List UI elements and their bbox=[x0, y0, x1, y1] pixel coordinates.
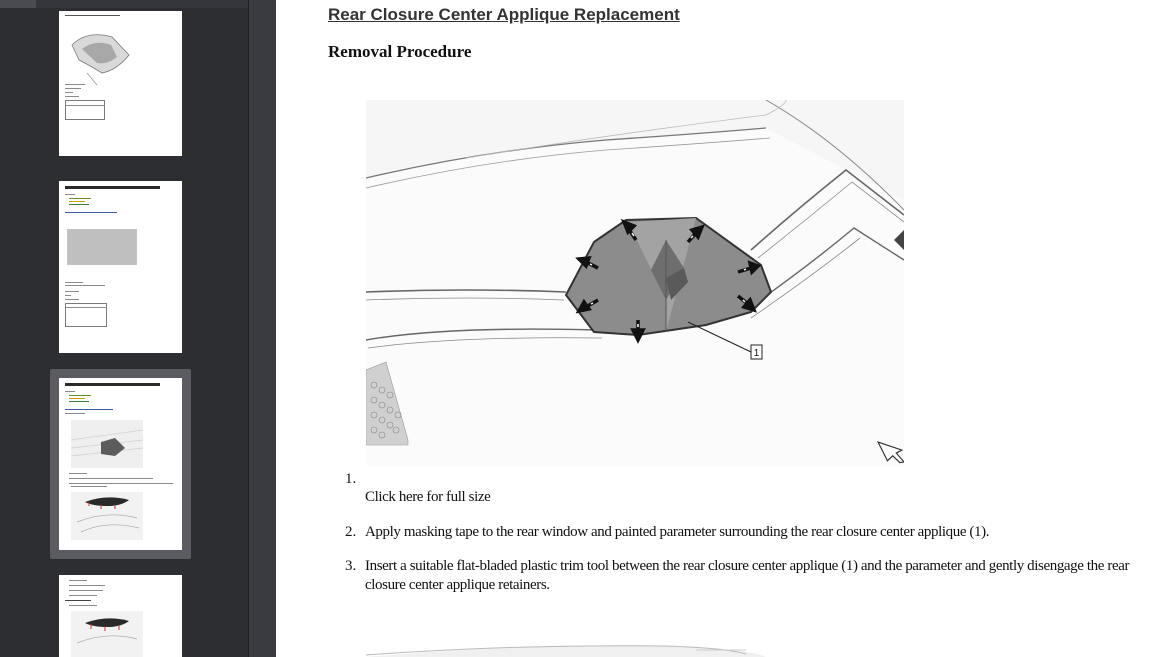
document-title[interactable]: Rear Closure Center Applique Replacement bbox=[328, 5, 680, 24]
step-number: 3. bbox=[345, 558, 357, 574]
thumbnail-image bbox=[71, 492, 143, 540]
page-thumbnail-4[interactable] bbox=[59, 575, 182, 657]
page-thumbnail-3[interactable] bbox=[59, 378, 182, 550]
sidebar-toolbar-button[interactable] bbox=[0, 0, 36, 8]
thumbnail-image bbox=[71, 420, 143, 468]
page-thumbnail-sidebar bbox=[0, 0, 276, 657]
full-size-link[interactable]: Click here for full size bbox=[365, 489, 491, 505]
procedure-figure[interactable] bbox=[366, 100, 904, 466]
thumbnail-image bbox=[71, 611, 143, 657]
step-text: Insert a suitable flat-bladed plastic trim tool between the rear closure center applique (1) and the parameter and gently disengage the rear closure center applique retainers. bbox=[365, 558, 1130, 593]
section-heading: Removal Procedure bbox=[328, 42, 472, 61]
sidebar-toolbar bbox=[0, 0, 248, 8]
document-content bbox=[276, 0, 1171, 657]
sidebar-scrollbar[interactable] bbox=[248, 0, 276, 657]
step-number: 2. bbox=[345, 524, 357, 540]
step-text: Apply masking tape to the rear window and painted parameter surrounding the rear closure center applique (1). bbox=[365, 524, 990, 540]
next-procedure-figure[interactable] bbox=[366, 640, 904, 657]
figure-callout-label: 1 bbox=[753, 348, 760, 359]
page-thumbnail-2[interactable] bbox=[59, 181, 182, 353]
step-number: 1. bbox=[345, 471, 357, 487]
page-thumbnail-1[interactable] bbox=[59, 11, 182, 156]
thumbnail-image bbox=[67, 25, 137, 87]
